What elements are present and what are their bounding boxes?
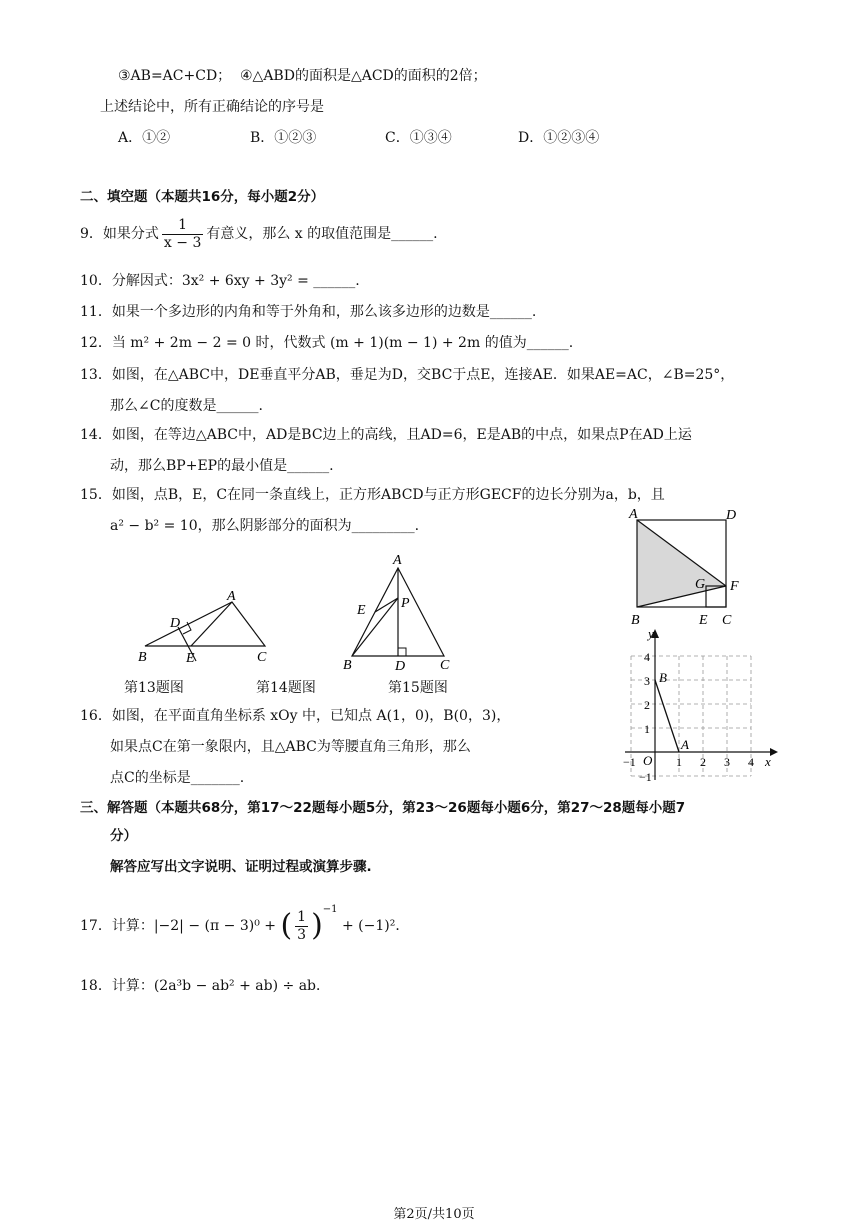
label-f: F xyxy=(730,579,739,594)
question-prompt: 上述结论中，所有正确结论的序号是 xyxy=(100,99,324,115)
label-b: B xyxy=(631,613,640,628)
label-a: A xyxy=(393,553,402,568)
question-number: 16． xyxy=(80,708,112,724)
section-title-fill-in: 二、填空题（本题共16分，每小题2分） xyxy=(80,189,325,205)
ytick-neg1: −1 xyxy=(639,770,652,784)
caption-figure-14: 第14题图 xyxy=(256,680,316,696)
label-e: E xyxy=(186,651,195,666)
option-item-4: ④△ABD的面积是△ACD的面积的2倍； xyxy=(240,68,487,84)
question-text: 如果分式 xyxy=(102,226,159,242)
caption-figure-15: 第15题图 xyxy=(388,680,448,696)
paren-left: ( xyxy=(280,908,293,943)
question-16-line2: 如果点C在第一象限内，且△ABC为等腰直角三角形，那么 xyxy=(110,739,471,755)
expression-part: + (−1)²． xyxy=(337,918,410,934)
fraction xyxy=(295,909,308,944)
label-a: A xyxy=(681,737,689,752)
expression-part: |−2| − (π − 3)⁰ + xyxy=(153,918,281,934)
choice-a: A．①② xyxy=(118,130,171,146)
question-text: 有意义，那么 x 的取值范围是______. xyxy=(206,226,438,242)
label-d: D xyxy=(395,659,406,674)
ytick-3: 3 xyxy=(644,674,650,688)
ytick-2: 2 xyxy=(644,698,650,712)
label-a: A xyxy=(227,589,236,604)
question-text: 如图，在等边△ABC中，AD是BC边上的高线，且AD=6，E是AB的中点，如果点P在AD上运 xyxy=(111,427,692,443)
question-14-line2: 动，那么BP+EP的最小值是______. xyxy=(110,458,334,474)
question-16 xyxy=(80,706,510,726)
question-text: 如图，在平面直角坐标系 xOy 中，已知点 A(1，0)，B(0，3)， xyxy=(111,708,511,724)
question-18 xyxy=(80,976,330,996)
figure-16 xyxy=(615,624,785,784)
figure-15 xyxy=(622,500,747,630)
label-e: E xyxy=(357,603,366,618)
question-text: 如图，点B，E，C在同一条直线上，正方形ABCD与正方形GECF的边长分别为a，b，且 xyxy=(111,487,665,503)
label-c: C xyxy=(722,613,732,628)
question-text: 计算： xyxy=(111,918,154,934)
question-text: 当 m² + 2m − 2 = 0 时，代数式 (m + 1)(m − 1) + 2m 的值为______. xyxy=(111,335,574,351)
label-c: C xyxy=(440,658,450,673)
label-y: y xyxy=(648,626,654,641)
option-item-3: ③AB=AC+CD； xyxy=(118,68,232,84)
label-b: B xyxy=(138,650,147,665)
question-15 xyxy=(80,485,665,505)
question-12 xyxy=(80,333,573,353)
fraction-numerator: 1 xyxy=(162,217,203,235)
label-p: P xyxy=(401,596,410,611)
question-13 xyxy=(80,365,734,385)
figure-13 xyxy=(130,585,280,670)
question-number: 11． xyxy=(80,304,112,320)
section-note: 解答应写出文字说明、证明过程或演算步骤. xyxy=(110,859,372,875)
choice-d: D．①②③④ xyxy=(518,130,600,146)
label-a: A xyxy=(629,507,638,522)
figure-14 xyxy=(340,550,460,675)
ytick-4: 4 xyxy=(644,650,650,664)
question-number: 14． xyxy=(80,427,112,443)
label-b: B xyxy=(659,670,667,685)
xtick-neg1: −1 xyxy=(623,755,636,769)
question-14 xyxy=(80,425,692,445)
fraction-denominator: x − 3 xyxy=(163,234,202,251)
label-b: B xyxy=(343,658,352,673)
xtick-3: 3 xyxy=(724,755,730,769)
question-text: 如果一个多边形的内角和等于外角和，那么该多边形的边数是______. xyxy=(111,304,537,320)
choice-c: C．①③④ xyxy=(385,130,452,146)
label-e: E xyxy=(699,613,708,628)
section-title-answer: 三、解答题（本题共68分，第17～22题每小题5分，第23～26题每小题6分，第27～28题每小题7 xyxy=(80,800,686,816)
question-number: 17． xyxy=(80,918,112,934)
fraction xyxy=(162,217,203,252)
question-number: 9． xyxy=(80,226,103,242)
xtick-4: 4 xyxy=(748,755,754,769)
question-text: 如图，在△ABC中，DE垂直平分AB，垂足为D，交BC于点E，连接AE．如果AE=AC，∠B=25°， xyxy=(111,367,735,383)
label-g: G xyxy=(695,577,706,592)
ytick-1: 1 xyxy=(644,722,650,736)
question-text: 分解因式：3x² + 6xy + 3y² = ______. xyxy=(111,273,360,289)
question-13-line2: 那么∠C的度数是______. xyxy=(110,398,263,414)
question-number: 15． xyxy=(80,487,112,503)
caption-figure-13: 第13题图 xyxy=(124,680,184,696)
paren-right: ) xyxy=(311,908,323,943)
fraction-denominator: 3 xyxy=(297,926,307,943)
question-10 xyxy=(80,271,360,291)
question-15-line2: a² − b² = 10，那么阴影部分的面积为_________. xyxy=(110,518,420,534)
choice-b: B．①②③ xyxy=(250,130,317,146)
question-number: 18． xyxy=(80,978,112,994)
label-d: D xyxy=(726,508,737,523)
label-x: x xyxy=(765,754,771,769)
question-text: 计算：(2a³b − ab² + ab) ÷ ab． xyxy=(111,978,331,994)
label-o: O xyxy=(643,753,653,768)
label-d: D xyxy=(170,616,181,631)
label-c: C xyxy=(257,650,267,665)
xtick-2: 2 xyxy=(700,755,706,769)
exponent: −1 xyxy=(322,904,338,915)
xtick-1: 1 xyxy=(676,755,682,769)
question-number: 10． xyxy=(80,273,112,289)
question-17 xyxy=(80,888,409,948)
fraction-numerator: 1 xyxy=(297,908,307,925)
section-title-answer-cont: 分） xyxy=(110,828,137,844)
question-11 xyxy=(80,302,536,322)
question-16-line3: 点C的坐标是_______. xyxy=(110,770,245,786)
question-number: 12． xyxy=(80,335,112,351)
question-number: 13． xyxy=(80,367,112,383)
page-footer: 第2页/共10页 xyxy=(393,1207,475,1222)
question-9 xyxy=(80,216,438,252)
